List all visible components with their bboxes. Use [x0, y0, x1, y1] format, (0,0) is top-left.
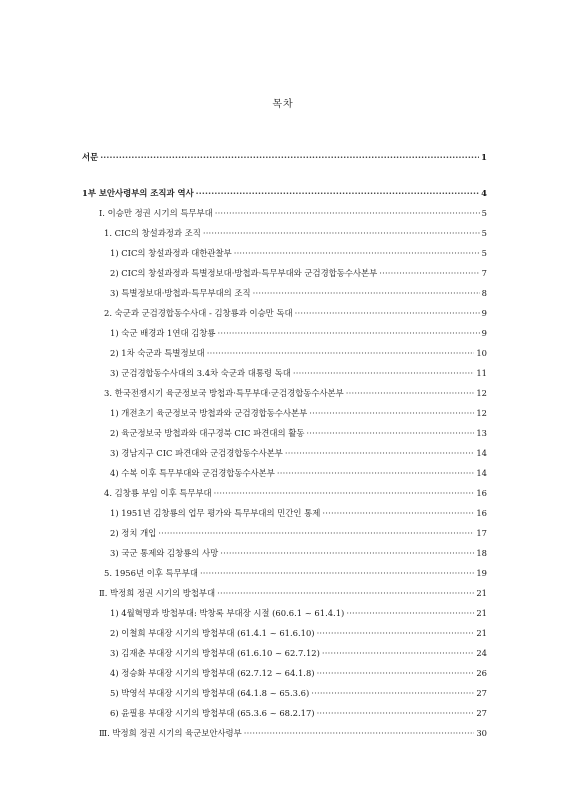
toc-entry [110, 328, 487, 339]
toc-leader-dots [311, 688, 474, 699]
toc-entry-label: 2) 정치 개입 [110, 528, 157, 538]
toc-entry-page-number: 12 [476, 408, 487, 418]
toc-entry-label: 1) CIC의 창설과정과 대한관찰부 [110, 248, 232, 258]
toc-entry-label: 5. 1956년 이후 특무부대 [104, 568, 198, 578]
toc-entry-page-number: 1 [481, 152, 487, 162]
toc-entry-page-number: 24 [476, 648, 487, 658]
toc-entry [82, 152, 487, 163]
toc-entry [110, 528, 487, 539]
toc-leader-dots [253, 288, 480, 299]
toc-entry-label: 1. CIC의 창설과정과 조직 [104, 228, 201, 238]
toc-entry-label: 3) 특별정보대·방첩과·특무부대의 조직 [110, 288, 251, 298]
toc-entry-page-number: 4 [481, 188, 487, 198]
toc-title: 목차 [272, 99, 294, 110]
toc-entry-page-number: 8 [481, 288, 487, 298]
toc-entry [110, 628, 487, 639]
toc-entry-page-number: 7 [481, 268, 487, 278]
toc-entry-label: 6) 윤필용 부대장 시기의 방첩부대 (65.3.6 ~ 68.2.17) [110, 708, 315, 718]
toc-entry-page-number: 11 [476, 368, 487, 378]
toc-entry [110, 408, 487, 419]
toc-entry [110, 608, 487, 619]
toc-entry [82, 188, 487, 199]
toc-entry-page-number: 14 [476, 468, 487, 478]
toc-leader-dots [196, 188, 480, 199]
toc-leader-dots [215, 208, 480, 219]
toc-leader-dots [295, 308, 480, 319]
toc-entry [110, 508, 487, 519]
toc-entry-page-number: 16 [476, 488, 487, 498]
toc-leader-dots [200, 568, 474, 579]
toc-entry [110, 348, 487, 359]
toc-entry-label: 2) CIC의 창설과정과 특별정보대·방첩과·특무부대와 군검경합동수사본부 [110, 268, 378, 278]
toc-entry [110, 668, 487, 679]
toc-entry [110, 648, 487, 659]
toc-leader-dots [346, 388, 475, 399]
toc-entry-page-number: 5 [481, 208, 487, 218]
toc-entry-label: 5) 박영석 부대장 시기의 방첩부대 (64.1.8 ~ 65.3.6) [110, 688, 310, 698]
toc-entry-page-number: 12 [476, 388, 487, 398]
toc-leader-dots [207, 348, 475, 359]
toc-entry-label: 2) 1차 숙군과 특별정보대 [110, 348, 205, 358]
toc-entry-label: 1) 1951년 김창룡의 업무 평가와 특무부대의 민간인 통제 [110, 508, 321, 518]
toc-leader-dots [244, 728, 475, 739]
toc-entry [104, 568, 487, 579]
toc-entry-label: 4) 수복 이후 특무부대와 군검경합동수사본부 [110, 468, 275, 478]
toc-entry-label: 3) 국군 통제와 김창룡의 사망 [110, 548, 219, 558]
toc-entry-page-number: 13 [476, 428, 487, 438]
toc-entry-page-number: 18 [476, 548, 487, 558]
toc-entry-page-number: 21 [476, 628, 487, 638]
toc-entry [110, 428, 487, 439]
toc-leader-dots [234, 248, 480, 259]
toc-leader-dots [285, 448, 474, 459]
toc-entry-label: 1) 숙군 배경과 1연대 김창룡 [110, 328, 216, 338]
toc-leader-dots [317, 668, 475, 679]
toc-leader-dots [306, 428, 474, 439]
toc-entry [110, 288, 487, 299]
toc-entry-label: 4. 김창룡 부임 이후 특무부대 [104, 488, 212, 498]
toc-leader-dots [322, 508, 474, 519]
toc-entry [99, 588, 487, 599]
toc-entry-page-number: 26 [476, 668, 487, 678]
toc-entry-label: 2. 숙군과 군검경합동수사대 - 김창룡과 이승만 독대 [104, 308, 293, 318]
toc-entry-page-number: 17 [476, 528, 487, 538]
toc-entry [110, 708, 487, 719]
toc-entry-page-number: 21 [476, 588, 487, 598]
toc-entry [99, 208, 487, 219]
toc-leader-dots [346, 608, 474, 619]
toc-entry [110, 548, 487, 559]
toc-entry-page-number: 27 [476, 708, 487, 718]
toc-entry [110, 368, 487, 379]
toc-entry-label: 1부 보안사령부의 조직과 역사 [82, 188, 194, 198]
toc-leader-dots [317, 708, 475, 719]
toc-entry-page-number: 10 [476, 348, 487, 358]
toc-entry-page-number: 9 [481, 308, 487, 318]
toc-leader-dots [309, 408, 474, 419]
toc-leader-dots [379, 268, 479, 279]
toc-entry [104, 308, 487, 319]
toc-leader-dots [217, 588, 474, 599]
toc-entry-page-number: 14 [476, 448, 487, 458]
toc-leader-dots [100, 152, 479, 163]
toc-entry-label: Ⅰ. 이승만 정권 시기의 특무부대 [99, 208, 213, 218]
toc-entry [110, 688, 487, 699]
toc-entry-page-number: 30 [476, 728, 487, 738]
toc-entry [104, 228, 487, 239]
toc-leader-dots [220, 548, 474, 559]
toc-entry-label: Ⅲ. 박정희 정권 시기의 육군보안사령부 [99, 728, 242, 738]
toc-entry-label: Ⅱ. 박정희 정권 시기의 방첩부대 [99, 588, 216, 598]
toc-entry [110, 468, 487, 479]
toc-entry-page-number: 5 [481, 228, 487, 238]
toc-entry-page-number: 16 [476, 508, 487, 518]
toc-entry-label: 3) 김재춘 부대장 시기의 방첩부대 (61.6.10 ~ 62.7.12) [110, 648, 320, 658]
toc-entry-label: 4) 정승화 부대장 시기의 방첩부대 (62.7.12 ~ 64.1.8) [110, 668, 315, 678]
toc-leader-dots [217, 328, 479, 339]
toc-entry-page-number: 21 [476, 608, 487, 618]
toc-leader-dots [158, 528, 474, 539]
toc-leader-dots [203, 228, 480, 239]
toc-entry-label: 3. 한국전쟁시기 육군정보국 방첩과·특무부대·군검경합동수사본부 [104, 388, 344, 398]
toc-entry-label: 3) 군검경합동수사대의 3.4차 숙군과 대통령 독대 [110, 368, 291, 378]
toc-entry-label: 3) 경남지구 CIC 파견대와 군검경합동수사본부 [110, 448, 283, 458]
toc-entry-page-number: 5 [481, 248, 487, 258]
toc-entry-label: 1) 4월혁명과 방첩부대: 박창록 부대장 시절 (60.6.1 ~ 61.4.1) [110, 608, 345, 618]
toc-entry [110, 268, 487, 279]
toc-entry-label: 서문 [82, 152, 99, 162]
toc-leader-dots [317, 628, 475, 639]
toc-leader-dots [277, 468, 474, 479]
toc-entry-page-number: 27 [476, 688, 487, 698]
toc-entry-label: 2) 이철희 부대장 시기의 방첩부대 (61.4.1 ~ 61.6.10) [110, 628, 315, 638]
toc-leader-dots [322, 648, 474, 659]
toc-entry-label: 1) 개전초기 육군정보국 방첩과와 군검경합동수사본부 [110, 408, 308, 418]
toc-entry [110, 448, 487, 459]
toc-entry [104, 388, 487, 399]
toc-entry [110, 248, 487, 259]
toc-entry [99, 728, 487, 739]
toc-leader-dots [293, 368, 474, 379]
toc-leader-dots [214, 488, 475, 499]
toc-entry-page-number: 19 [476, 568, 487, 578]
toc-entry-label: 2) 육군정보국 방첩과와 대구경북 CIC 파견대의 활동 [110, 428, 305, 438]
toc-entry-page-number: 9 [481, 328, 487, 338]
toc-entry [104, 488, 487, 499]
